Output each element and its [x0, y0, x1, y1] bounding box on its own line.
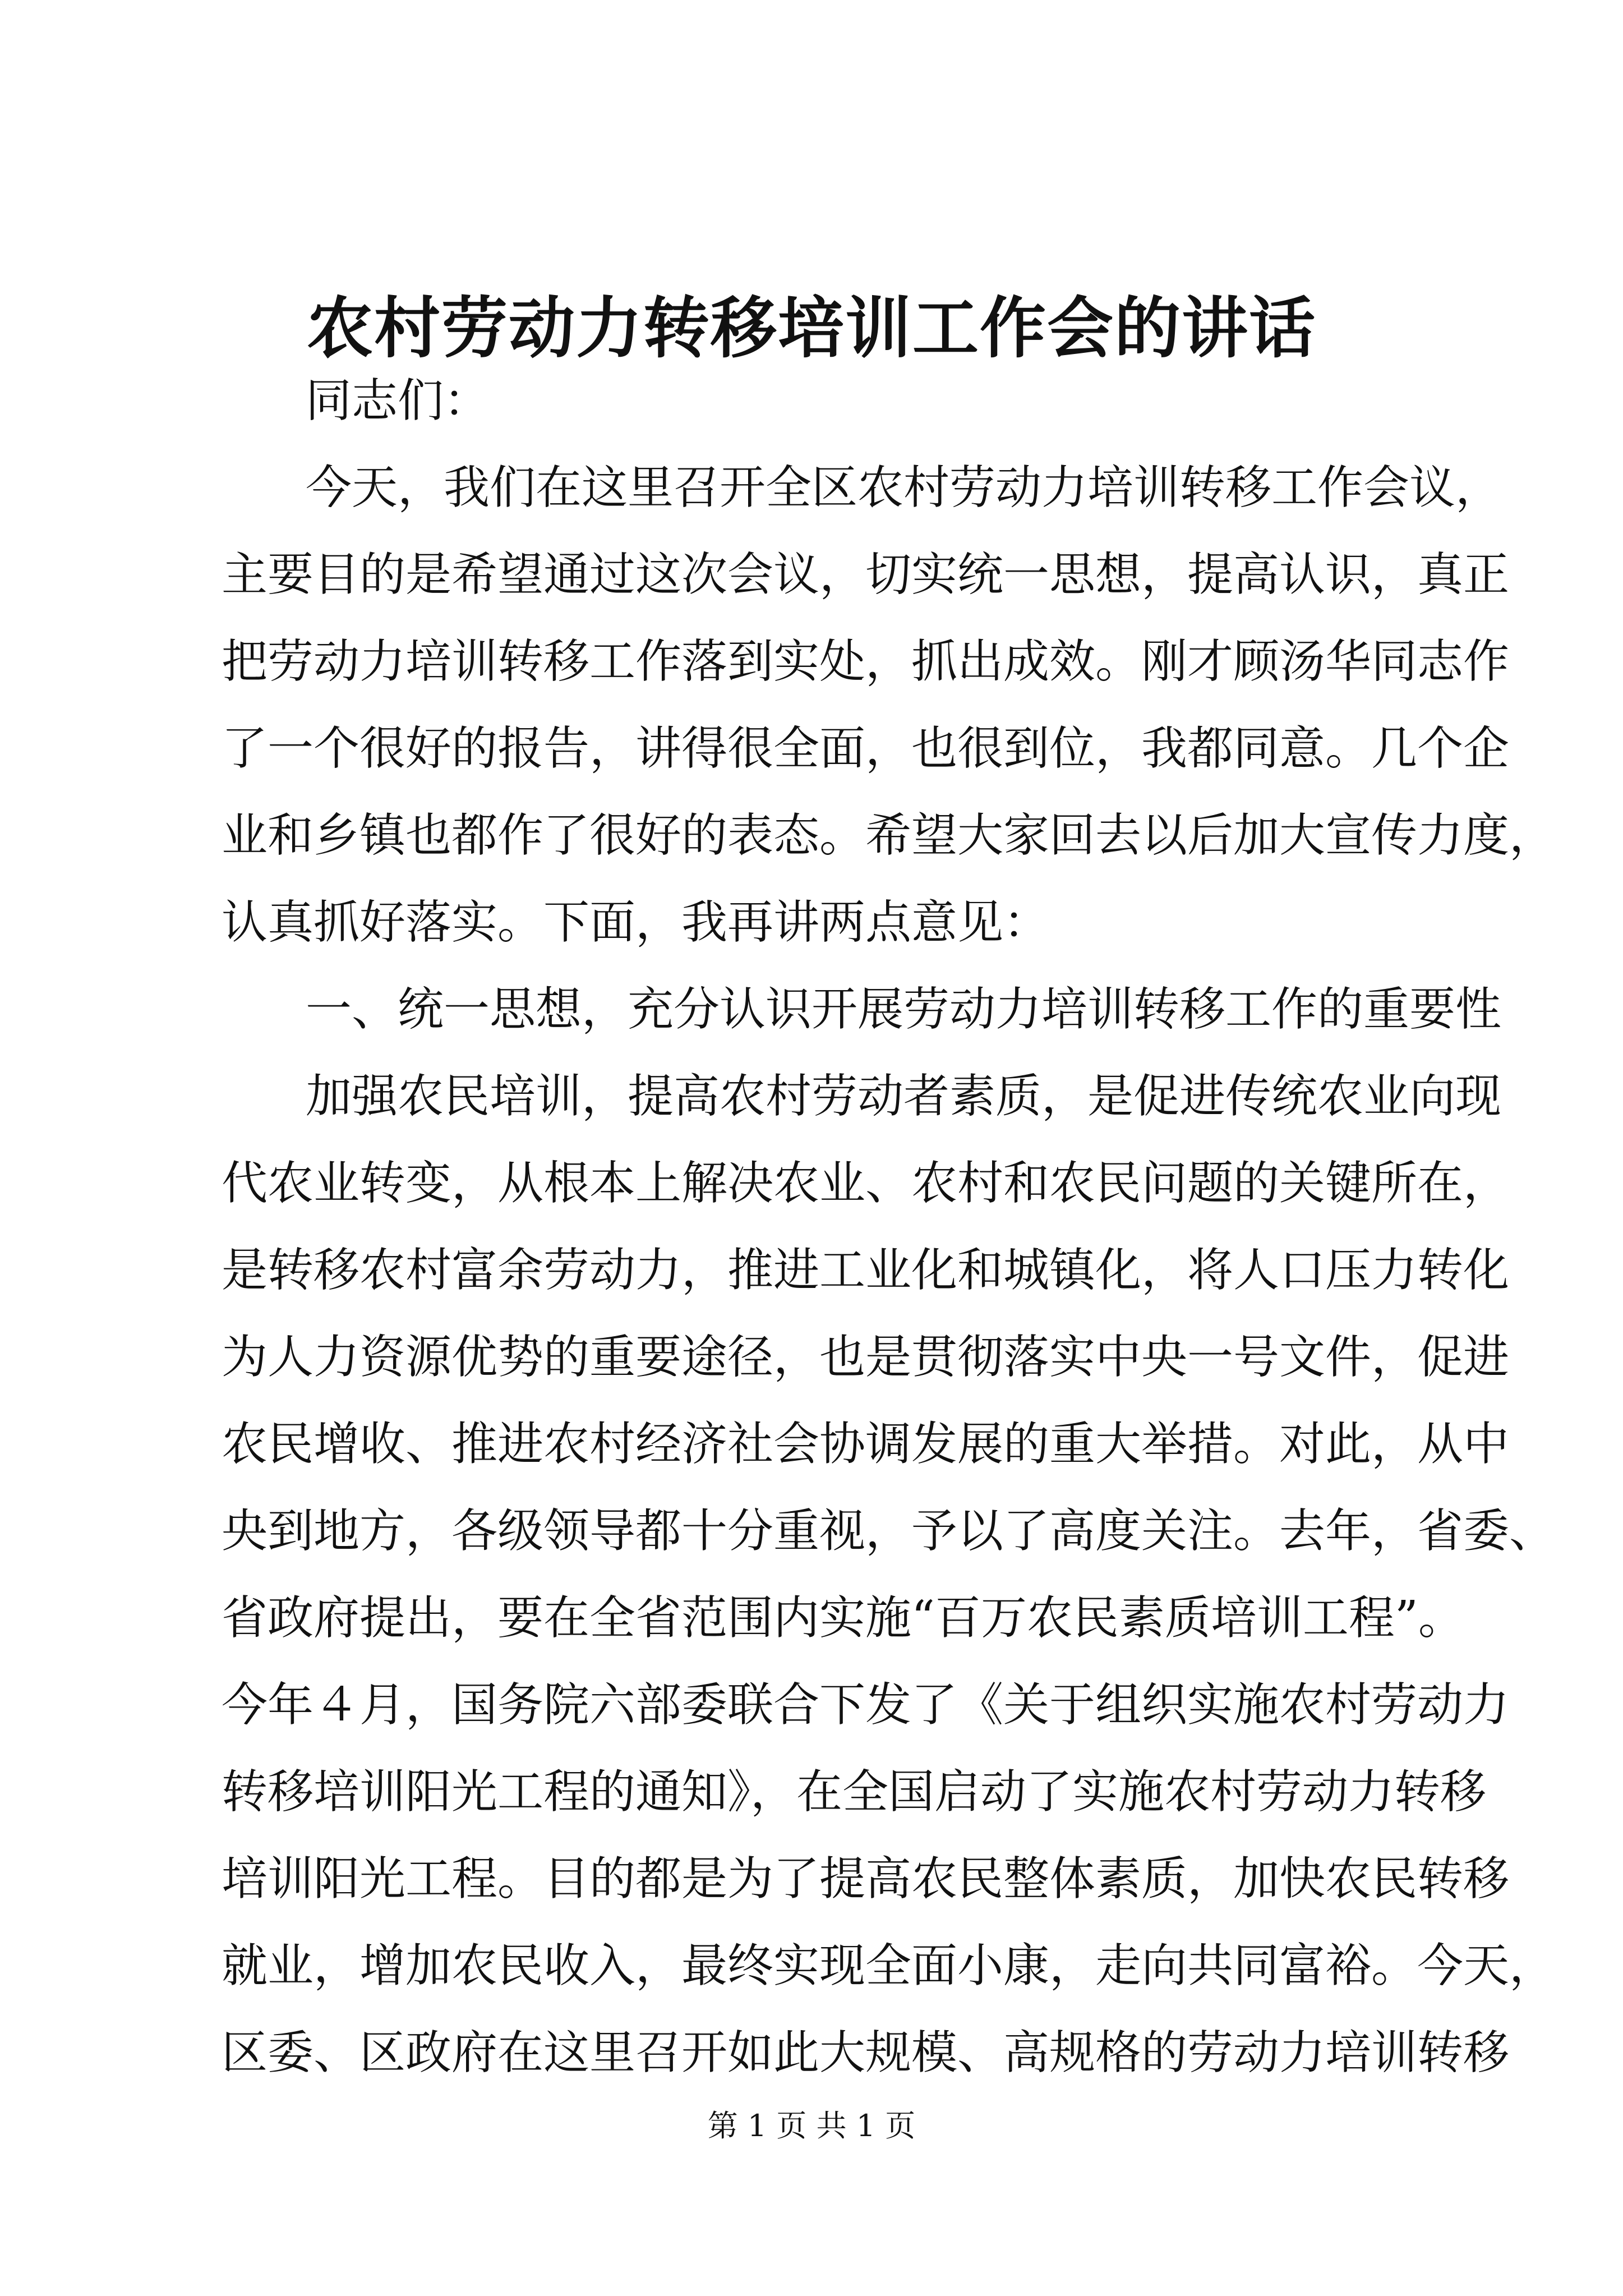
salutation-line: 同志们：	[306, 374, 490, 427]
body-line: 认真抓好落实。下面，我再讲两点意见：	[222, 896, 1050, 949]
body-line: 业和乡镇也都作了很好的表态。希望大家回去以后加大宣传力度，	[222, 809, 1556, 862]
body-line: 把劳动力培训转移工作落到实处，抓出成效。刚才顾汤华同志作	[222, 635, 1510, 688]
page-number-footer: 第 1 页 共 1 页	[707, 2108, 916, 2143]
body-line: 加强农民培训，提高农村劳动者素质，是促进传统农业向现	[306, 1070, 1502, 1123]
body-line: 转移培训阳光工程的通知》，在全国启动了实施农村劳动力转移	[222, 1765, 1487, 1819]
body-line: 区委、区政府在这里召开如此大规模、高规格的劳动力培训转移	[222, 2026, 1510, 2079]
body-line: 省政府提出，要在全省范围内实施“百万农民素质培训工程”。	[222, 1591, 1464, 1645]
body-line: 为人力资源优势的重要途径，也是贯彻落实中央一号文件，促进	[222, 1331, 1510, 1384]
body-line: 是转移农村富余劳动力，推进工业化和城镇化，将人口压力转化	[222, 1244, 1510, 1297]
body-line: 今年４月，国务院六部委联合下发了《关于组织实施农村劳动力	[222, 1678, 1510, 1732]
body-line: 今天，我们在这里召开全区农村劳动力培训转移工作会议，	[306, 461, 1502, 514]
body-line: 主要目的是希望通过这次会议，切实统一思想，提高认识，真正	[222, 548, 1510, 601]
body-line: 了一个很好的报告，讲得很全面，也很到位，我都同意。几个企	[222, 722, 1510, 775]
body-line: 央到地方，各级领导都十分重视，予以了高度关注。去年，省委、	[222, 1504, 1556, 1558]
body-line: 培训阳光工程。目的都是为了提高农民整体素质，加快农民转移	[222, 1852, 1510, 1906]
document-title: 农村劳动力转移培训工作会的讲话	[306, 289, 1316, 367]
body-line: 农民增收、推进农村经济社会协调发展的重大举措。对此，从中	[222, 1418, 1510, 1471]
section-heading: 一、统一思想，充分认识开展劳动力培训转移工作的重要性	[306, 983, 1502, 1036]
body-line: 代农业转变，从根本上解决农业、农村和农民问题的关键所在，	[222, 1157, 1510, 1210]
body-line: 就业，增加农民收入，最终实现全面小康，走向共同富裕。今天，	[222, 1939, 1556, 1993]
